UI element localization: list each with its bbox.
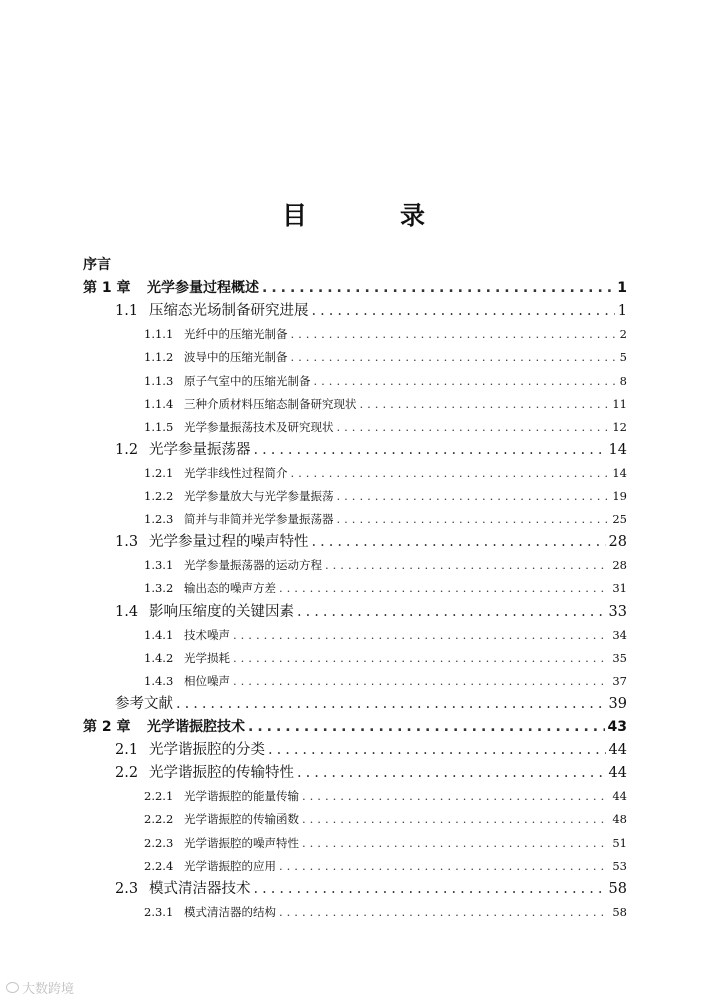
toc-entry-label: 光纤中的压缩光制备 (184, 327, 288, 342)
toc-leader-dots (337, 416, 610, 438)
toc-leader-dots (314, 370, 617, 392)
toc-entry-number: 1.1.4 (144, 396, 174, 411)
toc-entry[interactable] (144, 416, 627, 438)
toc-entry-label: 简并与非简并光学参量振荡器 (184, 512, 334, 527)
toc-leader-dots (312, 300, 615, 322)
toc-entry-label: 光学参量振荡技术及研究现状 (184, 419, 334, 434)
toc-entry-label: 压缩态光场制备研究进展 (149, 303, 309, 320)
toc-entry-number: 1.4.3 (144, 673, 174, 688)
toc-entry-label: 序言 (83, 257, 111, 273)
toc-entry-number: 1.4.1 (144, 627, 174, 642)
toc-entry-label: 光学谐振腔的传输特性 (149, 765, 294, 782)
toc-entry-number: 第 1 章 (83, 280, 131, 297)
toc-leader-dots (297, 762, 606, 784)
toc-entry[interactable] (115, 601, 627, 623)
toc-entry-label: 光学谐振腔技术 (147, 719, 245, 735)
toc-entry-page: 48 (612, 812, 627, 827)
toc-entry-page: 58 (612, 904, 627, 919)
toc-entry-label: 三种介质材料压缩态制备研究现状 (184, 396, 357, 411)
toc-entry[interactable] (144, 577, 627, 599)
toc-leader-dots (254, 439, 606, 461)
toc-entry-page: 2 (619, 327, 627, 342)
toc-entry-number: 1.1.5 (144, 419, 174, 434)
toc-entry-page: 12 (612, 419, 627, 434)
toc-entry-number: 1.1 (115, 303, 139, 320)
toc-entry-label: 光学参量振荡器 (149, 441, 251, 458)
toc-entry-page: 14 (612, 465, 627, 480)
toc-leader-dots (291, 323, 617, 345)
toc-entry[interactable] (144, 323, 627, 345)
toc-entry-page: 58 (608, 880, 627, 897)
toc-entry[interactable] (144, 508, 627, 530)
toc-entry-label: 参考文献 (115, 695, 173, 712)
toc-entry-number: 1.2.1 (144, 465, 174, 480)
toc-entry[interactable] (144, 901, 627, 923)
toc-entry[interactable] (144, 485, 627, 507)
toc-entry[interactable] (144, 785, 627, 807)
toc-entry-number: 2.1 (115, 742, 139, 759)
toc-entry[interactable] (115, 878, 627, 900)
toc-entry-number: 1.3 (115, 534, 139, 551)
toc-entry-page: 35 (612, 650, 627, 665)
toc-entry-number: 1.2.2 (144, 489, 174, 503)
toc-entry[interactable] (83, 277, 627, 299)
toc-entry[interactable] (144, 370, 627, 392)
toc-entry[interactable] (115, 300, 627, 322)
watermark (6, 978, 74, 997)
toc-entry-number: 2.3 (115, 880, 139, 897)
watermark-text: 大数跨境 (22, 982, 75, 997)
toc-entry-page: 11 (612, 396, 627, 411)
toc-entry[interactable] (144, 670, 627, 692)
toc-entry[interactable] (144, 855, 627, 877)
toc-entry-number: 2.3.1 (144, 904, 174, 919)
toc-leader-dots (279, 577, 609, 599)
toc-entry-label: 模式清洁器的结构 (184, 904, 276, 919)
toc-entry-page: 1 (617, 280, 627, 297)
toc-entry-number: 1.1.2 (144, 350, 174, 365)
toc-entry-number: 1.4.2 (144, 650, 174, 665)
toc-entry-number: 1.2.3 (144, 512, 174, 527)
toc-entry[interactable] (144, 832, 627, 854)
toc-entry[interactable] (115, 531, 627, 553)
toc-entry-label: 光学参量过程概述 (147, 280, 259, 297)
toc-entry[interactable] (144, 647, 627, 669)
toc-leader-dots (279, 901, 609, 923)
toc-leader-dots (291, 462, 610, 484)
toc-entry-page: 51 (612, 835, 627, 850)
toc-leader-dots (176, 693, 606, 715)
toc-entry-label: 光学参量过程的噪声特性 (149, 534, 309, 551)
toc-entry[interactable] (83, 254, 627, 276)
toc-entry-label: 技术噪声 (184, 627, 230, 642)
toc-entry-label: 模式清洁器技术 (149, 880, 251, 897)
toc-entry[interactable] (144, 624, 627, 646)
toc-entry-label: 输出态的噪声方差 (184, 581, 276, 596)
toc-entry-number: 2.2 (115, 765, 139, 782)
toc-entry[interactable] (144, 462, 627, 484)
toc-leader-dots (337, 485, 610, 507)
toc-leader-dots (302, 832, 609, 854)
toc-entry-number: 1.2 (115, 441, 139, 458)
toc-entry-number: 2.2.1 (144, 789, 174, 804)
toc-leader-dots (254, 878, 606, 900)
toc-leader-dots (325, 554, 609, 576)
toc-entry-page: 33 (608, 603, 627, 620)
toc-entry-label: 光学谐振腔的应用 (184, 858, 276, 873)
toc-entry-page: 28 (612, 558, 627, 573)
watermark-logo-icon (6, 982, 19, 993)
toc-leader-dots (268, 739, 606, 761)
toc-entry-number: 2.2.3 (144, 835, 174, 850)
toc-entry-number: 1.1.1 (144, 327, 174, 342)
toc-entry[interactable] (115, 693, 627, 715)
toc-entry-page: 5 (619, 350, 627, 365)
toc-entry-label: 光学谐振腔的传输函数 (184, 812, 299, 827)
toc-leader-dots (291, 346, 617, 368)
toc-entry-page: 19 (612, 489, 627, 503)
toc-entry-page: 37 (612, 673, 627, 688)
toc-entry-label: 波导中的压缩光制备 (184, 350, 288, 365)
toc-title: 目 录 (281, 201, 459, 230)
toc-entry[interactable] (144, 346, 627, 368)
toc-leader-dots (262, 277, 614, 299)
toc-entry-page: 8 (619, 373, 627, 388)
toc-entry-page: 53 (612, 858, 627, 873)
toc-entry-page: 44 (608, 765, 627, 782)
toc-entry-label: 光学损耗 (184, 650, 230, 665)
toc-entry-number: 第 2 章 (83, 719, 131, 735)
toc-entry-page: 44 (612, 789, 627, 804)
toc-leader-dots (360, 393, 610, 415)
toc-entry-label: 光学谐振腔的噪声特性 (184, 835, 299, 850)
toc-entry[interactable] (144, 393, 627, 415)
toc-entry-page: 25 (612, 512, 627, 527)
toc-entry-label: 光学谐振腔的能量传输 (184, 789, 299, 804)
toc-entry[interactable] (144, 808, 627, 830)
toc-entry-page: 31 (612, 581, 627, 596)
toc-leader-dots (233, 624, 609, 646)
toc-entry-number: 2.2.4 (144, 858, 174, 873)
toc-entry-label: 光学参量放大与光学参量振荡 (184, 489, 334, 503)
toc-entry-label: 相位噪声 (184, 673, 230, 688)
toc-entry[interactable] (115, 762, 627, 784)
toc-entry-page: 1 (617, 303, 627, 320)
toc-leader-dots (233, 670, 609, 692)
toc-entry-page: 28 (608, 534, 627, 551)
toc-entry-label: 光学谐振腔的分类 (149, 742, 265, 759)
toc-entry-page: 44 (608, 742, 627, 759)
toc-entry-page: 14 (608, 441, 627, 458)
toc-entry-label: 原子气室中的压缩光制备 (184, 373, 311, 388)
toc-leader-dots (302, 808, 609, 830)
toc-leader-dots (279, 855, 609, 877)
toc-entry[interactable] (83, 716, 627, 738)
toc-entry[interactable] (115, 439, 627, 461)
toc-entry-page: 39 (608, 695, 627, 712)
toc-entry-number: 1.3.1 (144, 558, 174, 573)
toc-entry-page: 43 (607, 719, 627, 735)
toc-entry-label: 光学非线性过程简介 (184, 465, 288, 480)
toc-leader-dots (312, 531, 606, 553)
toc-entry-number: 2.2.2 (144, 812, 174, 827)
toc-leader-dots (233, 647, 609, 669)
toc-entry-page: 34 (612, 627, 627, 642)
toc-entry-number: 1.4 (115, 603, 139, 620)
toc-entry-label: 影响压缩度的关键因素 (149, 603, 294, 620)
toc-leader-dots (337, 508, 610, 530)
toc-entry-label: 光学参量振荡器的运动方程 (184, 558, 322, 573)
toc-entry-number: 1.1.3 (144, 373, 174, 388)
toc-leader-dots (248, 716, 605, 738)
toc-entry-number: 1.3.2 (144, 581, 174, 596)
toc-leader-dots (297, 601, 606, 623)
toc-entry[interactable] (115, 739, 627, 761)
toc-leader-dots (302, 785, 609, 807)
toc-entry[interactable] (144, 554, 627, 576)
